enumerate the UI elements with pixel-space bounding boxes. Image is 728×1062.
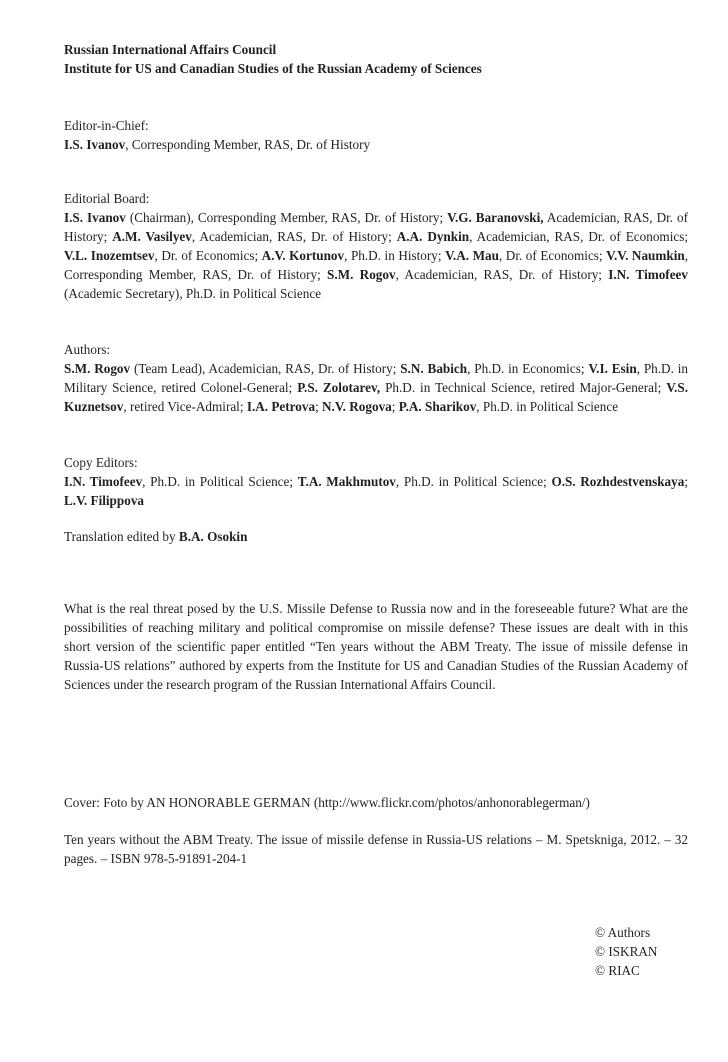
- person-name: S.N. Babich: [400, 361, 468, 376]
- person-details: , Corresponding Member, RAS, Dr. of History;: [64, 248, 688, 282]
- person-details: , Ph.D. in Political Science;: [395, 474, 552, 489]
- translation-label: Translation edited by: [64, 529, 179, 544]
- copyright-iskran: © ISKRAN: [595, 944, 658, 959]
- person-details: (Academic Secretary), Ph.D. in Political Science: [64, 286, 322, 301]
- person-details: , Dr. of Economics;: [498, 248, 607, 263]
- person-name: A.M. Vasilyev: [112, 229, 192, 244]
- person-details: ;: [391, 399, 399, 414]
- person-details: Academician, RAS, Dr. of History;: [64, 210, 689, 244]
- person-name: T.A. Makhmutov: [297, 474, 396, 489]
- person-name: A.A. Dynkin: [396, 229, 470, 244]
- person-details: (Chairman), Corresponding Member, RAS, Dr. of History;: [125, 210, 448, 225]
- cover-credit: Cover: Foto by AN HONORABLE GERMAN (http://www.flickr.com/photos/anhonorablegerman/): [64, 795, 590, 810]
- abstract-paragraph: What is the real threat posed by the U.S. Missile Defense to Russia now and in the foreseeable future? What are the possibilities of reaching military and political compromise on missile defense? These issues are dealt with in this short version of the scientific paper entitled “Ten years without the ABM Treaty. The issue of missile defense in Russia-US relations” authored by experts from the Institute for US and Canadian Studies of the Russian Academy of Sciences under the research program of the Russian International Affairs Council.: [64, 601, 688, 692]
- person-details: , Academician, RAS, Dr. of Economics;: [469, 229, 689, 244]
- person-name: S.M. Rogov: [327, 267, 396, 282]
- council-name: Russian International Affairs Council: [64, 42, 277, 57]
- person-details: , Ph.D. in Political Science: [476, 399, 619, 414]
- person-details: , Academician, RAS, Dr. of History;: [191, 229, 397, 244]
- person-details: , retired Vice-Admiral;: [123, 399, 247, 414]
- person-name: V.I. Esin: [588, 361, 637, 376]
- editor-in-chief-heading: Editor-in-Chief:: [64, 118, 149, 133]
- copyright-riac: © RIAC: [595, 963, 640, 978]
- translation-editor-name: B.A. Osokin: [178, 529, 248, 544]
- person-name: V.S. Kuznetsov: [64, 380, 688, 414]
- person-details: , Dr. of Economics;: [154, 248, 262, 263]
- person-name: I.A. Petrova: [246, 399, 316, 414]
- person-details: ;: [684, 474, 688, 489]
- person-name: O.S. Rozhdestvenskaya: [551, 474, 685, 489]
- person-name: A.V. Kortunov: [261, 248, 345, 263]
- copy-editors-heading: Copy Editors:: [64, 455, 138, 470]
- person-details: Ph.D. in Technical Science, retired Major-General;: [380, 380, 667, 395]
- person-name: I.N. Timofeev: [64, 474, 143, 489]
- editor-in-chief-line: [64, 135, 688, 154]
- person-name: L.V. Filippova: [64, 493, 145, 508]
- editor-in-chief-name: I.S. Ivanov: [64, 137, 126, 152]
- person-details: (Team Lead), Academician, RAS, Dr. of History;: [130, 361, 401, 376]
- person-name: I.S. Ivanov: [64, 210, 126, 225]
- person-name: P.S. Zolotarev,: [297, 380, 381, 395]
- person-details: , Ph.D. in Military Science, retired Colonel-General;: [64, 361, 688, 395]
- person-name: V.L. Inozemtsev: [64, 248, 155, 263]
- editorial-board-list: [64, 208, 688, 303]
- person-details: , Ph.D. in History;: [344, 248, 446, 263]
- copy-editors-list: [64, 472, 688, 510]
- person-name: V.V. Naumkin: [606, 248, 685, 263]
- person-name: N.V. Rogova: [322, 399, 392, 414]
- person-name: S.M. Rogov: [64, 361, 131, 376]
- person-details: , Academician, RAS, Dr. of History;: [395, 267, 609, 282]
- editor-in-chief-details: , Corresponding Member, RAS, Dr. of History: [125, 137, 371, 152]
- publisher-header: [64, 40, 688, 78]
- citation: Ten years without the ABM Treaty. The issue of missile defense in Russia-US relations – M. Spetsknigа, 2012. – 32 pages. – ISBN 978-5-91891-204-1: [64, 832, 688, 866]
- copyright-authors: © Authors: [595, 925, 651, 940]
- editorial-board-heading: Editorial Board:: [64, 191, 150, 206]
- person-details: , Ph.D. in Political Science;: [142, 474, 298, 489]
- authors-heading: Authors:: [64, 342, 111, 357]
- translation-credit: [64, 527, 688, 546]
- person-details: ;: [315, 399, 323, 414]
- person-name: V.A. Mau: [445, 248, 499, 263]
- editor-in-chief-section: [64, 116, 688, 154]
- person-name: I.N. Timofeev: [608, 267, 688, 282]
- authors-section: [64, 340, 688, 416]
- copy-editors-section: [64, 453, 688, 510]
- person-name: V.G. Baranovski,: [447, 210, 544, 225]
- institute-name: Institute for US and Canadian Studies of the Russian Academy of Sciences: [64, 61, 482, 76]
- editorial-board-section: [64, 189, 688, 303]
- person-details: , Ph.D. in Economics;: [467, 361, 589, 376]
- authors-list: [64, 359, 688, 416]
- person-name: P.A. Sharikov: [398, 399, 477, 414]
- copyright-block: [595, 923, 715, 980]
